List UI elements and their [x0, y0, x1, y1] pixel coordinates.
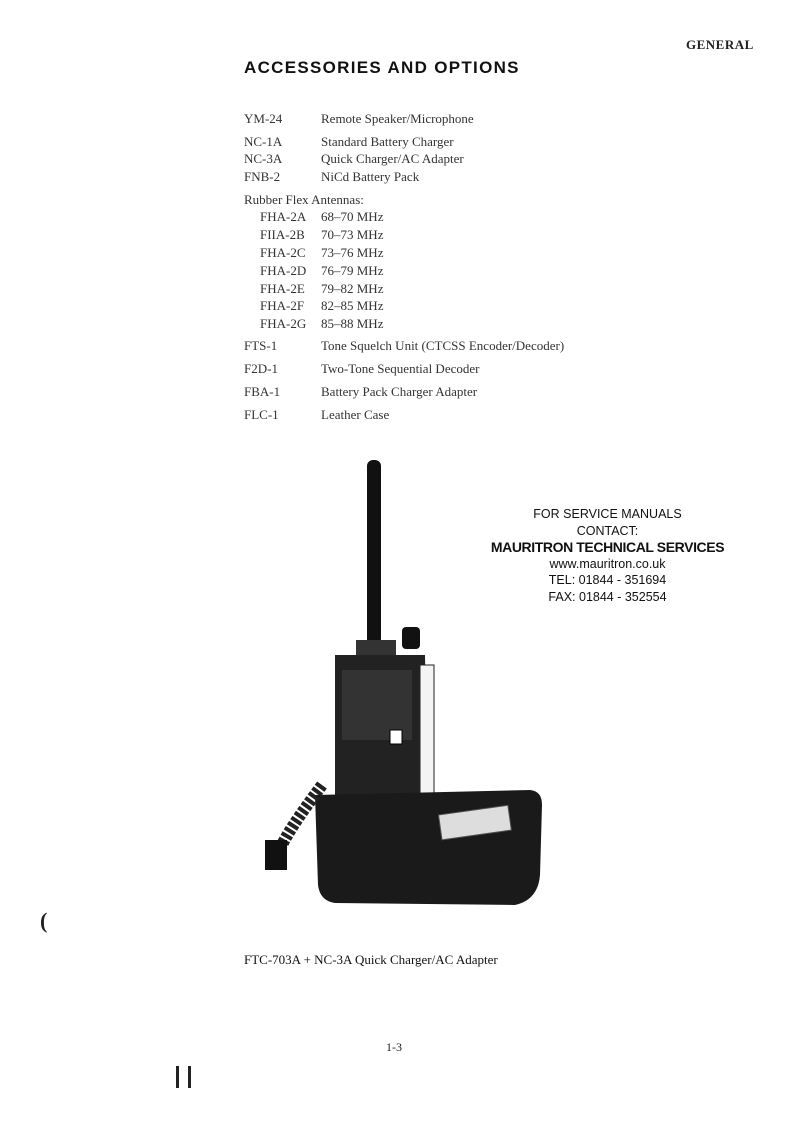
list-item — [244, 111, 704, 127]
item-desc: 82–85 MHz — [321, 298, 384, 313]
item-desc: NiCd Battery Pack — [321, 169, 420, 184]
item-desc: Leather Case — [321, 407, 390, 422]
item-code: YM-24 — [244, 111, 283, 126]
item-code: FNB-2 — [244, 169, 281, 184]
antenna-shape — [367, 460, 381, 645]
list-item — [244, 209, 704, 225]
service-contact-stamp — [490, 506, 725, 605]
item-code: F2D-1 — [244, 361, 278, 376]
list-item — [244, 227, 704, 243]
service-web: www.mauritron.co.uk — [549, 556, 666, 571]
item-desc: Battery Pack Charger Adapter — [321, 384, 478, 399]
service-tel: TEL: 01844 - 351694 — [548, 573, 667, 587]
item-code: FHA-2A — [260, 209, 307, 224]
item-code: FIIA-2B — [260, 227, 305, 242]
list-item — [244, 361, 704, 377]
item-desc: 79–82 MHz — [321, 281, 384, 296]
list-item — [244, 245, 704, 261]
list-item — [244, 169, 704, 185]
item-desc: Standard Battery Charger — [321, 134, 454, 149]
item-code: FHA-2F — [260, 298, 305, 313]
section-label: GENERAL — [686, 37, 754, 52]
item-code: FBA-1 — [244, 384, 281, 399]
service-line2: CONTACT: — [576, 523, 639, 538]
list-item — [244, 151, 704, 167]
scan-mark — [188, 1066, 191, 1088]
item-desc: 76–79 MHz — [321, 263, 384, 278]
item-code: FHA-2C — [260, 245, 306, 260]
list-item — [244, 384, 704, 400]
item-code: FHA-2D — [260, 263, 307, 278]
list-item — [244, 338, 704, 354]
scan-mark — [176, 1066, 179, 1088]
item-desc: Two-Tone Sequential Decoder — [321, 361, 480, 376]
figure-caption: FTC-703A + NC-3A Quick Charger/AC Adapter — [244, 952, 498, 967]
item-code: NC-1A — [244, 134, 283, 149]
item-desc: 85–88 MHz — [321, 316, 384, 331]
item-code: NC-3A — [244, 151, 283, 166]
item-code: FHA-2G — [260, 316, 307, 331]
list-item — [244, 298, 704, 314]
service-brand: MAURITRON TECHNICAL SERVICES — [490, 539, 725, 555]
list-item — [244, 281, 704, 297]
service-fax: FAX: 01844 - 352554 — [548, 589, 667, 604]
list-item — [244, 316, 704, 332]
scan-mark: ( — [40, 908, 48, 933]
list-item — [244, 263, 704, 279]
page-number: 1-3 — [386, 1040, 402, 1054]
item-desc: 73–76 MHz — [321, 245, 384, 260]
list-item — [244, 134, 704, 150]
item-code: FTS-1 — [244, 338, 278, 353]
item-code: FLC-1 — [244, 407, 279, 422]
list-item — [244, 407, 704, 423]
item-desc: 70–73 MHz — [321, 227, 384, 242]
item-desc: Remote Speaker/Microphone — [321, 111, 474, 126]
item-desc: 68–70 MHz — [321, 209, 384, 224]
item-code: FHA-2E — [260, 281, 305, 296]
service-line1: FOR SERVICE MANUALS — [533, 507, 682, 521]
item-desc: Tone Squelch Unit (CTCSS Encoder/Decoder) — [321, 338, 565, 353]
page-title: ACCESSORIES AND OPTIONS — [244, 58, 520, 77]
antennas-heading: Rubber Flex Antennas: — [244, 192, 364, 207]
knob-shape — [402, 627, 420, 649]
item-desc: Quick Charger/AC Adapter — [321, 151, 464, 166]
